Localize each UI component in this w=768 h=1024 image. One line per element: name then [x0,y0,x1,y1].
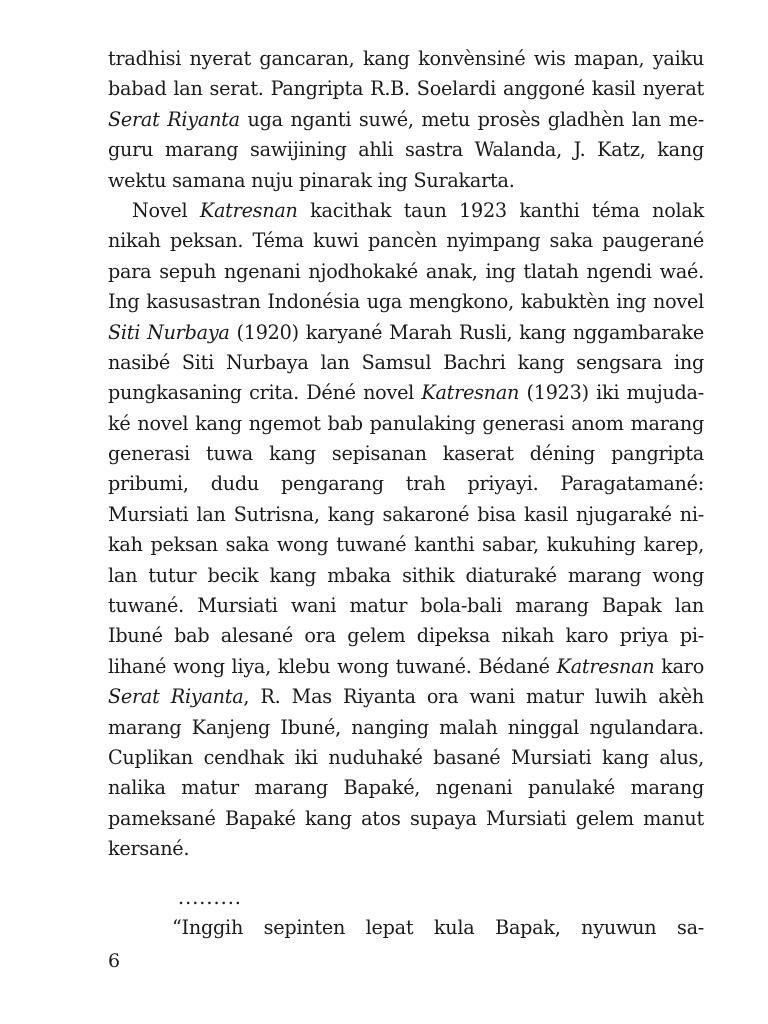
text-line-15: pribumi, dudu pengarang trah priyayi. Paragatamané: [108,472,704,496]
text-line-3-rest: uga nganti suwé, metu prosès gladhèn lan me- [239,107,705,131]
text-line-25: nalika matur marang Bapaké, ngenani panulaké marang [108,776,704,800]
text-line-26: pameksané Bapaké kang atos supaya Mursiati gelem manut [108,806,704,830]
paragraph-gap [108,865,704,883]
text-line-27: kersané. [108,837,190,861]
text-line-6-rest: kacithak taun 1923 kanthi téma nolak [297,198,704,222]
book-title: Katresnan [556,654,655,678]
text-line-7: nikah peksan. Téma kuwi pancèn nyimpang saka paugerané [108,229,704,253]
text-line-12 [108,378,704,408]
text-line-11: nasibé Siti Nurbaya lan Samsul Bachri kang sengsara ing [108,350,704,374]
text-line-9: Ing kasusastran Indonésia uga mengkono, kabuktèn ing novel [108,290,704,314]
text-line-24: Cuplikan cendhak iki nuduhaké basané Mursiati kang alus, [108,745,704,769]
text-line-10-rest: (1920) karyané Marah Rusli, kang nggambarake [229,320,704,344]
book-title: Katresnan [199,198,298,222]
text-line-13: ké novel kang ngemot bab panulaking generasi anom marang [108,411,704,435]
text-line-22 [108,682,704,712]
page-number: 6 [108,950,121,972]
text-line-21-rest: karo [654,654,704,678]
text-line-20: Ibuné bab alesané ora gelem dipeksa nikah karo priya pi- [108,624,704,648]
book-title: Siti Nurbaya [108,320,230,344]
quote-line: “Inggih sepinten lepat kula Bapak, nyuwun sa- [172,915,704,939]
text-line-12-prefix: pungkasaning crita. Déné novel [108,381,422,405]
text-line-23: marang Kanjeng Ibuné, nanging malah ninggal ngulandara. [108,715,704,739]
ellipsis-line: ......... [178,885,242,909]
text-line-21 [108,652,704,682]
text-line-17: kah peksan saka wong tuwané kanthi sabar, kukuhing karep, [108,533,704,557]
text-line-5: wektu samana nuju pinarak ing Surakarta. [108,168,515,192]
text-line-6 [108,196,704,226]
text-line-18: lan tutur becik kang mbaka sithik diaturaké marang wong [108,563,704,587]
book-title: Serat Riyanta [108,107,240,131]
text-line-4: guru marang sawijining ahli sastra Walanda, J. Katz, kang [108,138,704,162]
text-line-6-prefix: Novel [132,198,200,222]
text-line-3 [108,105,704,135]
text-line-8: para sepuh ngenani njodhokaké anak, ing tlatah ngendi waé. [108,259,704,283]
text-line-10 [108,318,704,348]
text-line-19: tuwané. Mursiati wani matur bola-bali marang Bapak lan [108,594,704,618]
text-line-1: tradhisi nyerat gancaran, kang konvènsiné wis mapan, yaiku [108,47,704,70]
text-line-14: generasi tuwa kang sepisanan kaserat déning pangripta [108,442,704,466]
text-line-21-prefix: lihané wong liya, klebu wong tuwané. Bédané [108,654,557,678]
text-line-2: babad lan serat. Pangripta R.B. Soelardi anggoné kasil nyerat [108,77,704,101]
text-line-16: Mursiati lan Sutrisna, kang sakaroné bisa kasil njugaraké ni- [108,502,704,526]
document-page [108,44,704,943]
text-line-12-rest: (1923) iki mujuda- [519,381,704,405]
book-title: Serat Riyanta [108,685,244,709]
book-title: Katresnan [421,381,520,405]
text-line-22-rest: , R. Mas Riyanta ora wani matur luwih akèh [243,685,704,709]
